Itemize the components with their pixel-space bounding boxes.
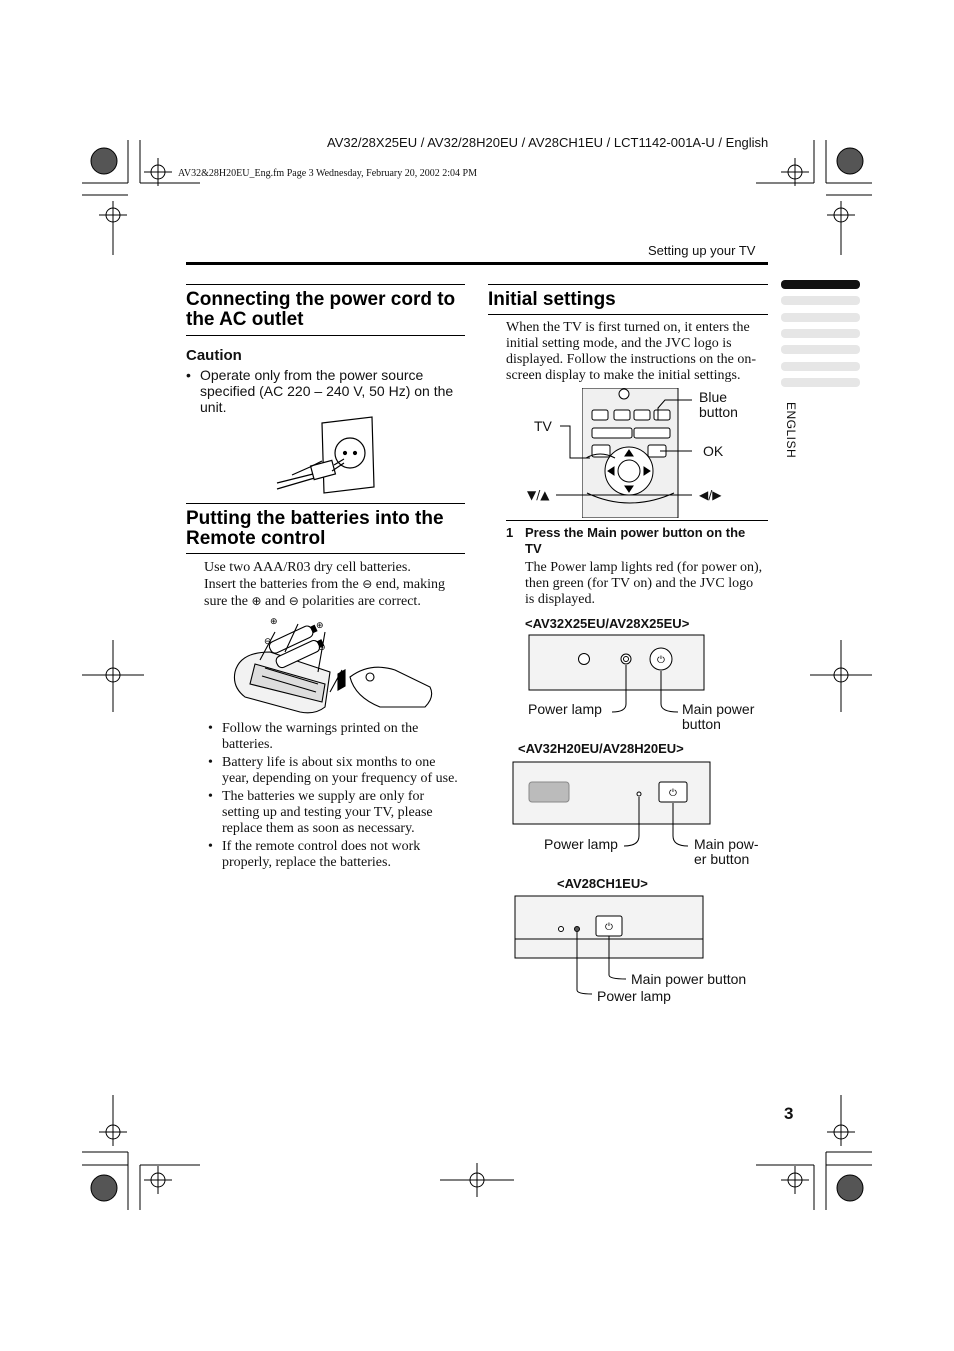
plus-icon: ⊕ (251, 594, 262, 608)
battery-insertion-illustration (230, 612, 435, 717)
svg-text:⏻: ⏻ (605, 922, 613, 933)
file-line: AV32&28H20EU_Eng.fm Page 3 Wednesday, February 20, 2002 2:04 PM (178, 168, 477, 179)
battery-title-rule-top (186, 503, 465, 504)
battery-bullet-line: setting up and testing your TV, please (222, 805, 433, 820)
caution-line1: Operate only from the power source (200, 367, 424, 383)
power-section-title (186, 290, 476, 330)
battery-bullet-line: year, depending on your frequency of use. (222, 771, 458, 786)
remote-callout-lines (540, 390, 700, 510)
model1-btn-line2: button (682, 716, 721, 732)
header-rule (186, 262, 768, 265)
step1-desc-line2: then green (for TV on) and the JVC logo (525, 576, 754, 591)
model3-power-lamp-label: Power lamp (597, 988, 671, 1004)
model1-name: <AV32X25EU/AV28X25EU> (525, 616, 690, 631)
step1-number: 1 (506, 525, 514, 540)
step1 (506, 525, 774, 608)
remote-label-updown: ▼/▲ (527, 488, 550, 502)
battery-intro-line1: Use two AAA/R03 dry cell batteries. (204, 560, 411, 575)
initial-settings-title: Initial settings (488, 289, 616, 310)
battery-section-title (186, 509, 476, 549)
side-tab-label: ENGLISH (784, 402, 798, 459)
minus-icon: ⊖ (288, 594, 299, 608)
svg-text:⏻: ⏻ (657, 655, 665, 666)
battery-intro (204, 560, 474, 610)
step1-desc-line1: The Power lamp lights red (for power on), (525, 560, 763, 575)
power-title-rule-bottom (186, 335, 465, 336)
power-title-rule-top (186, 284, 465, 285)
svg-text:⊖: ⊖ (318, 643, 326, 653)
initial-intro-line4: screen display to make the initial settings. (506, 368, 741, 383)
svg-text:⏻: ⏻ (669, 788, 677, 799)
caution-line3: unit. (200, 399, 227, 415)
model2-power-lamp-label: Power lamp (544, 836, 618, 852)
battery-bullet-line: • The batteries we supply are only for (222, 789, 425, 804)
section-title: Setting up your TV (648, 243, 756, 258)
model1-main-power-label (682, 702, 754, 732)
model-line: AV32/28X25EU / AV32/28H20EU / AV28CH1EU / LCT1142-001A-U / English (327, 135, 769, 150)
minus-icon: ⊖ (362, 577, 373, 591)
battery-bullet-line: • If the remote control does not work (222, 839, 421, 854)
model1-btn-line1: Main power (682, 701, 755, 717)
battery-intro-line3a: sure the (204, 594, 248, 609)
remote-label-ok: OK (703, 443, 724, 459)
model2-btn-line1: Main pow- (694, 836, 759, 852)
initial-intro-line3: displayed. Follow the instructions on the on- (506, 352, 757, 367)
battery-title-line1: Putting the batteries into the (186, 508, 444, 529)
battery-bullet-item (204, 755, 479, 787)
power-title-line2: the AC outlet (186, 309, 304, 330)
power-title-line1: Connecting the power cord to (186, 289, 456, 310)
initial-intro-line1: When the TV is first turned on, it enters the (506, 320, 750, 335)
remote-label-tv: TV (534, 418, 552, 434)
step1-desc-line3: is displayed. (525, 592, 595, 607)
battery-bullet-line: • Battery life is about six months to one (222, 755, 436, 770)
battery-bullet-line: batteries. (222, 737, 273, 752)
battery-bullet-item (204, 789, 479, 837)
battery-intro-line2b: end, making (375, 577, 445, 592)
remote-label-blue: Blue (699, 389, 728, 405)
model2-main-power-label (694, 837, 759, 867)
remote-label-button: button (699, 404, 738, 420)
caution-heading: Caution (186, 347, 242, 364)
model1-power-lamp-label: Power lamp (528, 701, 602, 717)
battery-intro-line3b: and (265, 594, 286, 609)
svg-text:⊕: ⊕ (270, 617, 278, 627)
model3-name: <AV28CH1EU> (557, 876, 648, 891)
power-outlet-illustration (272, 415, 382, 495)
model2-name: <AV32H20EU/AV28H20EU> (518, 741, 684, 756)
step1-title-line1: Press the Main power button on the (525, 525, 746, 540)
battery-intro-line3c: polarities are correct. (302, 594, 421, 609)
battery-bullet-item (204, 839, 479, 871)
battery-bullets (204, 721, 479, 873)
remote-label-leftright: ◀/▶ (699, 488, 722, 502)
initial-intro-line2: initial setting mode, and the JVC logo is (506, 336, 732, 351)
battery-intro-line2a: Insert the batteries from the (204, 577, 359, 592)
battery-bullet-line: • Follow the warnings printed on the (222, 721, 419, 736)
battery-title-line2: Remote control (186, 528, 326, 549)
battery-bullet-line: properly, replace the batteries. (222, 855, 391, 870)
caution-line2: specified (AC 220 – 240 V, 50 Hz) on the (200, 383, 454, 399)
battery-bullet-item (204, 721, 479, 753)
model3-main-power-label: Main power button (631, 971, 747, 987)
svg-text:⊖: ⊖ (264, 637, 272, 647)
caution-text: • Operate only from the power source specified (AC 220 – 240 V, 50 Hz) on the unit. (186, 367, 454, 415)
initial-title-rule-bottom (488, 314, 768, 315)
model2-btn-line2: er button (694, 851, 750, 867)
battery-title-rule-bottom (186, 553, 465, 554)
step1-title-line2: TV (525, 541, 542, 556)
initial-title-rule-top (488, 284, 768, 285)
battery-bullet-line: replace them as soon as necessary. (222, 821, 415, 836)
page-number: 3 (784, 1104, 794, 1123)
step-rule (506, 520, 768, 521)
svg-text:⊕: ⊕ (316, 621, 324, 631)
initial-intro (506, 320, 774, 384)
